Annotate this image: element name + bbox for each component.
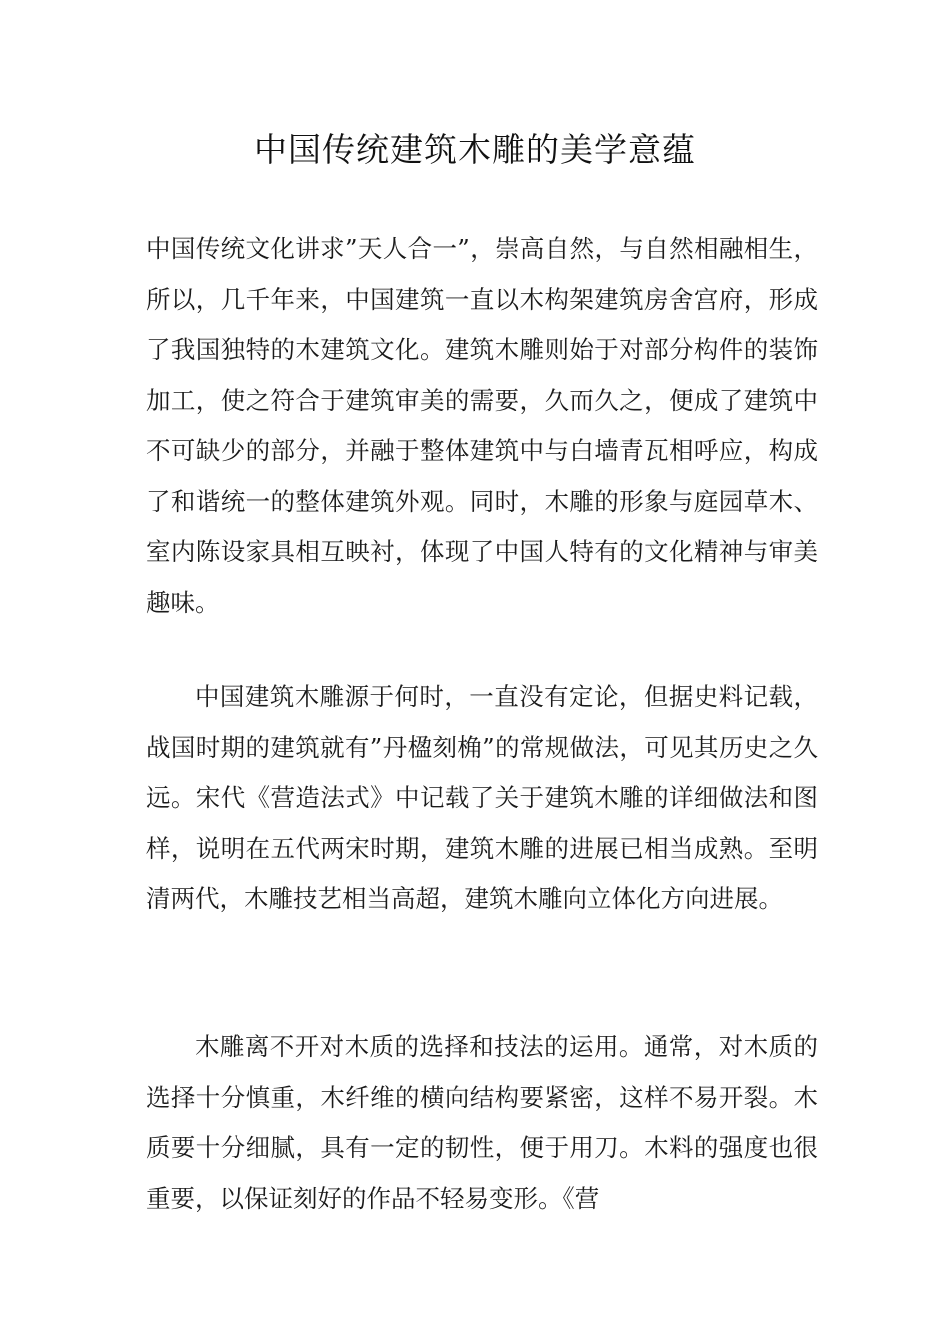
- paragraph-2: 中国建筑木雕源于何时，一直没有定论，但据史料记载，战国时期的建筑就有”丹楹刻桷”的常规做法，可见其历史之久远。宋代《营造法式》中记载了关于建筑木雕的详细做法和图样，说明在五代两宋时期，建筑木雕的进展已相当成熟。至明清两代，木雕技艺相当高超，建筑木雕向立体化方向进展。: [146, 682, 818, 913]
- paragraph-1: 中国传统文化讲求”天人合一”，崇高自然，与自然相融相生，所以，几千年来，中国建筑一直以木构架建筑房舍宫府，形成了我国独特的木建筑文化。建筑木雕则始于对部分构件的装饰加工，使之符合于建筑审美的需要，久而久之，便成了建筑中不可缺少的部分，并融于整体建筑中与白墙青瓦相呼应，构成了和谐统一的整体建筑外观。同时，木雕的形象与庭园草木、室内陈设家具相互映衬，体现了中国人特有的文化精神与审美趣味。: [146, 234, 818, 617]
- document-title: 中国传统建筑木雕的美学意蕴: [254, 130, 696, 169]
- paragraph-3: 木雕离不开对木质的选择和技法的运用。通常，对木质的选择十分慎重，木纤维的横向结构要紧密，这样不易开裂。木质要十分细腻，具有一定的韧性，便于用刀。木料的强度也很重要，以保证刻好的作品不轻易变形。《营: [146, 1032, 818, 1213]
